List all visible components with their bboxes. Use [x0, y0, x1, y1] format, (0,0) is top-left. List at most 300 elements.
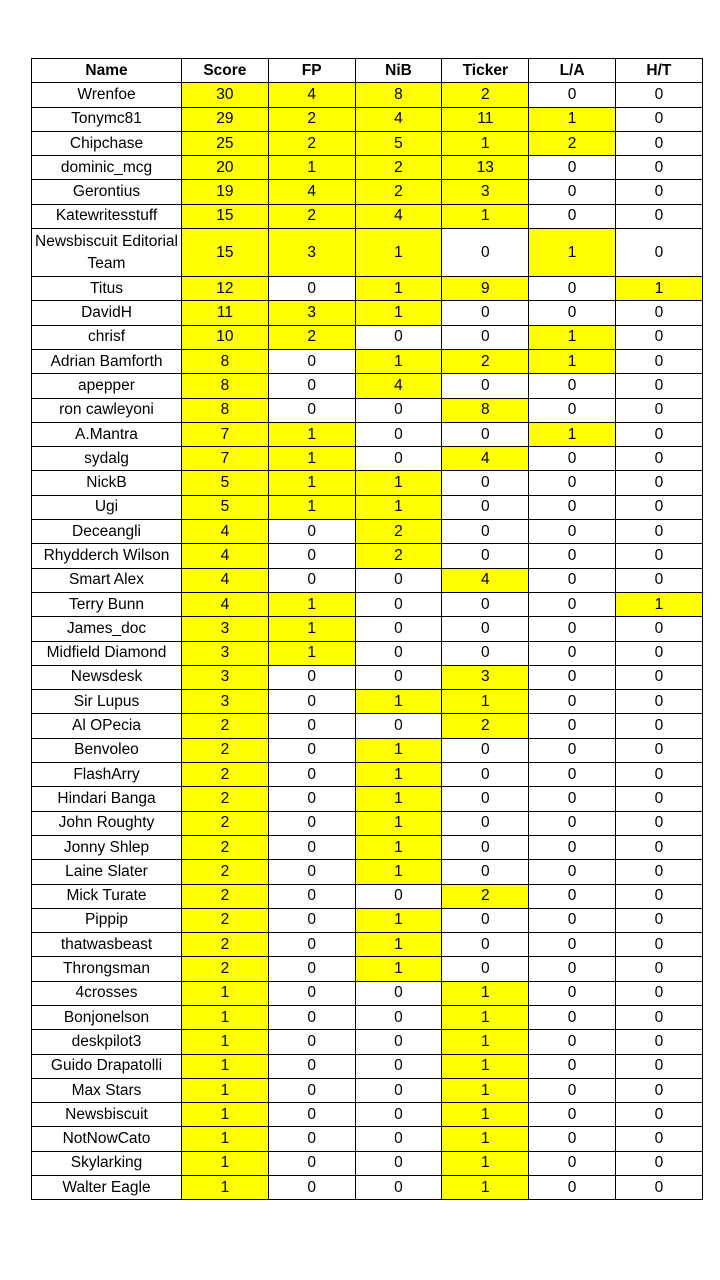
name-cell: apepper — [32, 374, 182, 398]
name-cell: NotNowCato — [32, 1127, 182, 1151]
score-cell: 8 — [182, 398, 269, 422]
table-row — [32, 277, 703, 301]
name-cell: Guido Drapatolli — [32, 1054, 182, 1078]
ht-cell: 0 — [615, 568, 702, 592]
nib-cell: 4 — [355, 107, 442, 131]
table-row — [32, 1151, 703, 1175]
ht-cell: 0 — [615, 349, 702, 373]
nib-cell: 1 — [355, 787, 442, 811]
nib-cell: 0 — [355, 568, 442, 592]
la-cell: 0 — [529, 811, 616, 835]
nib-cell: 1 — [355, 301, 442, 325]
fp-cell: 0 — [268, 665, 355, 689]
ticker-cell: 0 — [442, 374, 529, 398]
nib-cell: 2 — [355, 156, 442, 180]
table-row — [32, 83, 703, 107]
ticker-cell: 0 — [442, 933, 529, 957]
table-row — [32, 1030, 703, 1054]
la-cell: 0 — [529, 83, 616, 107]
ticker-cell: 0 — [442, 592, 529, 616]
ht-cell: 1 — [615, 592, 702, 616]
name-cell: Benvoleo — [32, 738, 182, 762]
la-cell: 1 — [529, 107, 616, 131]
score-cell: 4 — [182, 592, 269, 616]
ticker-cell: 0 — [442, 422, 529, 446]
ht-cell: 0 — [615, 156, 702, 180]
column-header-fp: FP — [268, 59, 355, 83]
la-cell: 0 — [529, 204, 616, 228]
score-cell: 2 — [182, 738, 269, 762]
score-cell: 2 — [182, 811, 269, 835]
name-cell: Titus — [32, 277, 182, 301]
ticker-cell: 0 — [442, 471, 529, 495]
ticker-cell: 0 — [442, 229, 529, 277]
nib-cell: 8 — [355, 83, 442, 107]
nib-cell: 0 — [355, 1127, 442, 1151]
la-cell: 0 — [529, 471, 616, 495]
name-cell: Walter Eagle — [32, 1176, 182, 1200]
score-cell: 20 — [182, 156, 269, 180]
name-cell: Throngsman — [32, 957, 182, 981]
scoreboard-table — [31, 58, 703, 1200]
table-row — [32, 1078, 703, 1102]
ht-cell: 0 — [615, 690, 702, 714]
score-cell: 3 — [182, 690, 269, 714]
name-cell: Skylarking — [32, 1151, 182, 1175]
score-cell: 2 — [182, 884, 269, 908]
score-cell: 30 — [182, 83, 269, 107]
nib-cell: 1 — [355, 738, 442, 762]
score-cell: 2 — [182, 933, 269, 957]
name-cell: A.Mantra — [32, 422, 182, 446]
nib-cell: 0 — [355, 884, 442, 908]
ht-cell: 0 — [615, 714, 702, 738]
la-cell: 0 — [529, 180, 616, 204]
ht-cell: 0 — [615, 1030, 702, 1054]
fp-cell: 0 — [268, 908, 355, 932]
la-cell: 0 — [529, 568, 616, 592]
nib-cell: 0 — [355, 325, 442, 349]
nib-cell: 2 — [355, 544, 442, 568]
la-cell: 0 — [529, 1054, 616, 1078]
ht-cell: 0 — [615, 738, 702, 762]
table-row — [32, 908, 703, 932]
fp-cell: 2 — [268, 131, 355, 155]
fp-cell: 0 — [268, 1151, 355, 1175]
fp-cell: 1 — [268, 495, 355, 519]
ticker-cell: 9 — [442, 277, 529, 301]
column-header-score: Score — [182, 59, 269, 83]
fp-cell: 0 — [268, 981, 355, 1005]
nib-cell: 1 — [355, 811, 442, 835]
fp-cell: 0 — [268, 277, 355, 301]
nib-cell: 0 — [355, 981, 442, 1005]
table-row — [32, 495, 703, 519]
ht-cell: 0 — [615, 787, 702, 811]
fp-cell: 0 — [268, 1176, 355, 1200]
la-cell: 0 — [529, 495, 616, 519]
ticker-cell: 0 — [442, 544, 529, 568]
ticker-cell: 2 — [442, 884, 529, 908]
fp-cell: 0 — [268, 544, 355, 568]
la-cell: 0 — [529, 1151, 616, 1175]
ticker-cell: 1 — [442, 204, 529, 228]
nib-cell: 0 — [355, 592, 442, 616]
fp-cell: 0 — [268, 835, 355, 859]
name-cell: Mick Turate — [32, 884, 182, 908]
la-cell: 0 — [529, 981, 616, 1005]
ht-cell: 0 — [615, 1078, 702, 1102]
name-cell: Tonymc81 — [32, 107, 182, 131]
name-cell: chrisf — [32, 325, 182, 349]
table-row — [32, 763, 703, 787]
table-row — [32, 447, 703, 471]
ht-cell: 0 — [615, 229, 702, 277]
ticker-cell: 0 — [442, 301, 529, 325]
table-row — [32, 1005, 703, 1029]
la-cell: 0 — [529, 714, 616, 738]
header-row — [32, 59, 703, 83]
fp-cell: 0 — [268, 957, 355, 981]
ticker-cell: 0 — [442, 811, 529, 835]
name-cell: Chipchase — [32, 131, 182, 155]
name-cell: dominic_mcg — [32, 156, 182, 180]
name-cell: Max Stars — [32, 1078, 182, 1102]
nib-cell: 0 — [355, 617, 442, 641]
table-row — [32, 933, 703, 957]
score-cell: 25 — [182, 131, 269, 155]
la-cell: 0 — [529, 763, 616, 787]
table-row — [32, 204, 703, 228]
table-row — [32, 374, 703, 398]
ht-cell: 0 — [615, 1127, 702, 1151]
name-cell: Terry Bunn — [32, 592, 182, 616]
table-row — [32, 107, 703, 131]
la-cell: 0 — [529, 1127, 616, 1151]
ht-cell: 0 — [615, 1005, 702, 1029]
table-row — [32, 301, 703, 325]
fp-cell: 1 — [268, 592, 355, 616]
la-cell: 0 — [529, 592, 616, 616]
table-row — [32, 544, 703, 568]
la-cell: 0 — [529, 374, 616, 398]
ht-cell: 0 — [615, 422, 702, 446]
table-body — [32, 83, 703, 1200]
ticker-cell: 2 — [442, 349, 529, 373]
name-cell: NickB — [32, 471, 182, 495]
fp-cell: 0 — [268, 398, 355, 422]
table-row — [32, 229, 703, 277]
score-cell: 4 — [182, 544, 269, 568]
score-cell: 1 — [182, 1127, 269, 1151]
table-row — [32, 1176, 703, 1200]
ht-cell: 0 — [615, 471, 702, 495]
name-cell: Deceangli — [32, 520, 182, 544]
column-header-la: L/A — [529, 59, 616, 83]
la-cell: 0 — [529, 1078, 616, 1102]
table-row — [32, 714, 703, 738]
la-cell: 0 — [529, 665, 616, 689]
score-cell: 1 — [182, 1151, 269, 1175]
la-cell: 0 — [529, 908, 616, 932]
nib-cell: 1 — [355, 349, 442, 373]
la-cell: 0 — [529, 301, 616, 325]
ht-cell: 0 — [615, 131, 702, 155]
ht-cell: 0 — [615, 447, 702, 471]
ht-cell: 0 — [615, 884, 702, 908]
score-cell: 1 — [182, 981, 269, 1005]
table-row — [32, 422, 703, 446]
name-cell: Rhydderch Wilson — [32, 544, 182, 568]
fp-cell: 0 — [268, 738, 355, 762]
ticker-cell: 0 — [442, 835, 529, 859]
score-cell: 2 — [182, 835, 269, 859]
score-cell: 3 — [182, 617, 269, 641]
table-row — [32, 471, 703, 495]
fp-cell: 0 — [268, 1103, 355, 1127]
ticker-cell: 13 — [442, 156, 529, 180]
table-row — [32, 156, 703, 180]
la-cell: 0 — [529, 860, 616, 884]
table-row — [32, 349, 703, 373]
ht-cell: 0 — [615, 811, 702, 835]
la-cell: 1 — [529, 229, 616, 277]
name-cell: Jonny Shlep — [32, 835, 182, 859]
ht-cell: 0 — [615, 544, 702, 568]
table-row — [32, 860, 703, 884]
name-cell: Newsdesk — [32, 665, 182, 689]
la-cell: 0 — [529, 933, 616, 957]
name-cell: DavidH — [32, 301, 182, 325]
la-cell: 1 — [529, 422, 616, 446]
ht-cell: 0 — [615, 180, 702, 204]
fp-cell: 1 — [268, 641, 355, 665]
ht-cell: 0 — [615, 1103, 702, 1127]
fp-cell: 3 — [268, 301, 355, 325]
ticker-cell: 1 — [442, 690, 529, 714]
fp-cell: 0 — [268, 568, 355, 592]
table-row — [32, 738, 703, 762]
fp-cell: 2 — [268, 204, 355, 228]
column-header-ht: H/T — [615, 59, 702, 83]
score-cell: 2 — [182, 957, 269, 981]
nib-cell: 1 — [355, 908, 442, 932]
fp-cell: 1 — [268, 156, 355, 180]
score-cell: 8 — [182, 349, 269, 373]
name-cell: Gerontius — [32, 180, 182, 204]
ht-cell: 0 — [615, 301, 702, 325]
fp-cell: 0 — [268, 787, 355, 811]
fp-cell: 2 — [268, 325, 355, 349]
fp-cell: 0 — [268, 884, 355, 908]
score-cell: 5 — [182, 471, 269, 495]
ticker-cell: 2 — [442, 714, 529, 738]
ht-cell: 0 — [615, 1151, 702, 1175]
nib-cell: 1 — [355, 835, 442, 859]
score-cell: 2 — [182, 908, 269, 932]
ticker-cell: 1 — [442, 981, 529, 1005]
la-cell: 0 — [529, 738, 616, 762]
nib-cell: 1 — [355, 471, 442, 495]
fp-cell: 0 — [268, 763, 355, 787]
la-cell: 0 — [529, 1030, 616, 1054]
nib-cell: 2 — [355, 520, 442, 544]
score-cell: 2 — [182, 787, 269, 811]
ticker-cell: 1 — [442, 1078, 529, 1102]
ht-cell: 0 — [615, 908, 702, 932]
fp-cell: 0 — [268, 1078, 355, 1102]
ht-cell: 0 — [615, 1054, 702, 1078]
table-row — [32, 884, 703, 908]
fp-cell: 1 — [268, 471, 355, 495]
name-cell: Wrenfoe — [32, 83, 182, 107]
ht-cell: 0 — [615, 398, 702, 422]
ht-cell: 0 — [615, 495, 702, 519]
nib-cell: 1 — [355, 229, 442, 277]
ht-cell: 0 — [615, 83, 702, 107]
fp-cell: 0 — [268, 520, 355, 544]
score-cell: 1 — [182, 1054, 269, 1078]
ticker-cell: 1 — [442, 1176, 529, 1200]
la-cell: 0 — [529, 156, 616, 180]
score-cell: 1 — [182, 1030, 269, 1054]
nib-cell: 1 — [355, 763, 442, 787]
table-row — [32, 617, 703, 641]
ticker-cell: 11 — [442, 107, 529, 131]
score-cell: 3 — [182, 665, 269, 689]
fp-cell: 1 — [268, 617, 355, 641]
nib-cell: 2 — [355, 180, 442, 204]
score-cell: 15 — [182, 229, 269, 277]
la-cell: 0 — [529, 690, 616, 714]
name-cell: Laine Slater — [32, 860, 182, 884]
score-cell: 12 — [182, 277, 269, 301]
nib-cell: 1 — [355, 860, 442, 884]
fp-cell: 0 — [268, 1030, 355, 1054]
table-row — [32, 690, 703, 714]
nib-cell: 0 — [355, 1054, 442, 1078]
ticker-cell: 4 — [442, 447, 529, 471]
la-cell: 0 — [529, 544, 616, 568]
nib-cell: 0 — [355, 398, 442, 422]
ht-cell: 0 — [615, 1176, 702, 1200]
ticker-cell: 3 — [442, 665, 529, 689]
ticker-cell: 0 — [442, 641, 529, 665]
ht-cell: 0 — [615, 374, 702, 398]
score-cell: 1 — [182, 1078, 269, 1102]
score-cell: 2 — [182, 714, 269, 738]
ht-cell: 0 — [615, 204, 702, 228]
table-row — [32, 325, 703, 349]
score-cell: 3 — [182, 641, 269, 665]
table-row — [32, 131, 703, 155]
score-cell: 7 — [182, 422, 269, 446]
ht-cell: 1 — [615, 277, 702, 301]
table-row — [32, 641, 703, 665]
nib-cell: 0 — [355, 1078, 442, 1102]
table-row — [32, 1103, 703, 1127]
table-row — [32, 398, 703, 422]
fp-cell: 4 — [268, 83, 355, 107]
table-row — [32, 568, 703, 592]
la-cell: 0 — [529, 398, 616, 422]
la-cell: 0 — [529, 957, 616, 981]
score-cell: 4 — [182, 520, 269, 544]
score-cell: 8 — [182, 374, 269, 398]
name-cell: John Roughty — [32, 811, 182, 835]
nib-cell: 0 — [355, 1176, 442, 1200]
ticker-cell: 1 — [442, 1005, 529, 1029]
table-row — [32, 665, 703, 689]
ht-cell: 0 — [615, 520, 702, 544]
nib-cell: 0 — [355, 1103, 442, 1127]
score-cell: 5 — [182, 495, 269, 519]
score-cell: 4 — [182, 568, 269, 592]
score-cell: 15 — [182, 204, 269, 228]
name-cell: Ugi — [32, 495, 182, 519]
la-cell: 0 — [529, 835, 616, 859]
ticker-cell: 2 — [442, 83, 529, 107]
ht-cell: 0 — [615, 933, 702, 957]
ticker-cell: 0 — [442, 860, 529, 884]
fp-cell: 0 — [268, 349, 355, 373]
ticker-cell: 0 — [442, 908, 529, 932]
column-header-ticker: Ticker — [442, 59, 529, 83]
fp-cell: 0 — [268, 690, 355, 714]
fp-cell: 0 — [268, 811, 355, 835]
fp-cell: 1 — [268, 422, 355, 446]
nib-cell: 1 — [355, 495, 442, 519]
nib-cell: 1 — [355, 933, 442, 957]
ticker-cell: 1 — [442, 1054, 529, 1078]
name-cell: Hindari Banga — [32, 787, 182, 811]
table-row — [32, 1054, 703, 1078]
ticker-cell: 0 — [442, 763, 529, 787]
la-cell: 2 — [529, 131, 616, 155]
fp-cell: 0 — [268, 860, 355, 884]
ht-cell: 0 — [615, 981, 702, 1005]
la-cell: 1 — [529, 325, 616, 349]
ticker-cell: 0 — [442, 325, 529, 349]
ht-cell: 0 — [615, 325, 702, 349]
score-cell: 1 — [182, 1103, 269, 1127]
ticker-cell: 1 — [442, 1127, 529, 1151]
name-cell: Sir Lupus — [32, 690, 182, 714]
table-row — [32, 957, 703, 981]
fp-cell: 1 — [268, 447, 355, 471]
ticker-cell: 0 — [442, 520, 529, 544]
score-cell: 1 — [182, 1005, 269, 1029]
name-cell: Smart Alex — [32, 568, 182, 592]
table-row — [32, 787, 703, 811]
name-cell: Adrian Bamforth — [32, 349, 182, 373]
score-cell: 2 — [182, 860, 269, 884]
fp-cell: 0 — [268, 1127, 355, 1151]
name-cell: James_doc — [32, 617, 182, 641]
name-cell: 4crosses — [32, 981, 182, 1005]
nib-cell: 4 — [355, 204, 442, 228]
nib-cell: 1 — [355, 277, 442, 301]
fp-cell: 0 — [268, 374, 355, 398]
ticker-cell: 1 — [442, 131, 529, 155]
nib-cell: 0 — [355, 641, 442, 665]
la-cell: 0 — [529, 1103, 616, 1127]
name-cell: Al OPecia — [32, 714, 182, 738]
name-cell: Bonjonelson — [32, 1005, 182, 1029]
ht-cell: 0 — [615, 835, 702, 859]
la-cell: 0 — [529, 277, 616, 301]
ticker-cell: 0 — [442, 738, 529, 762]
